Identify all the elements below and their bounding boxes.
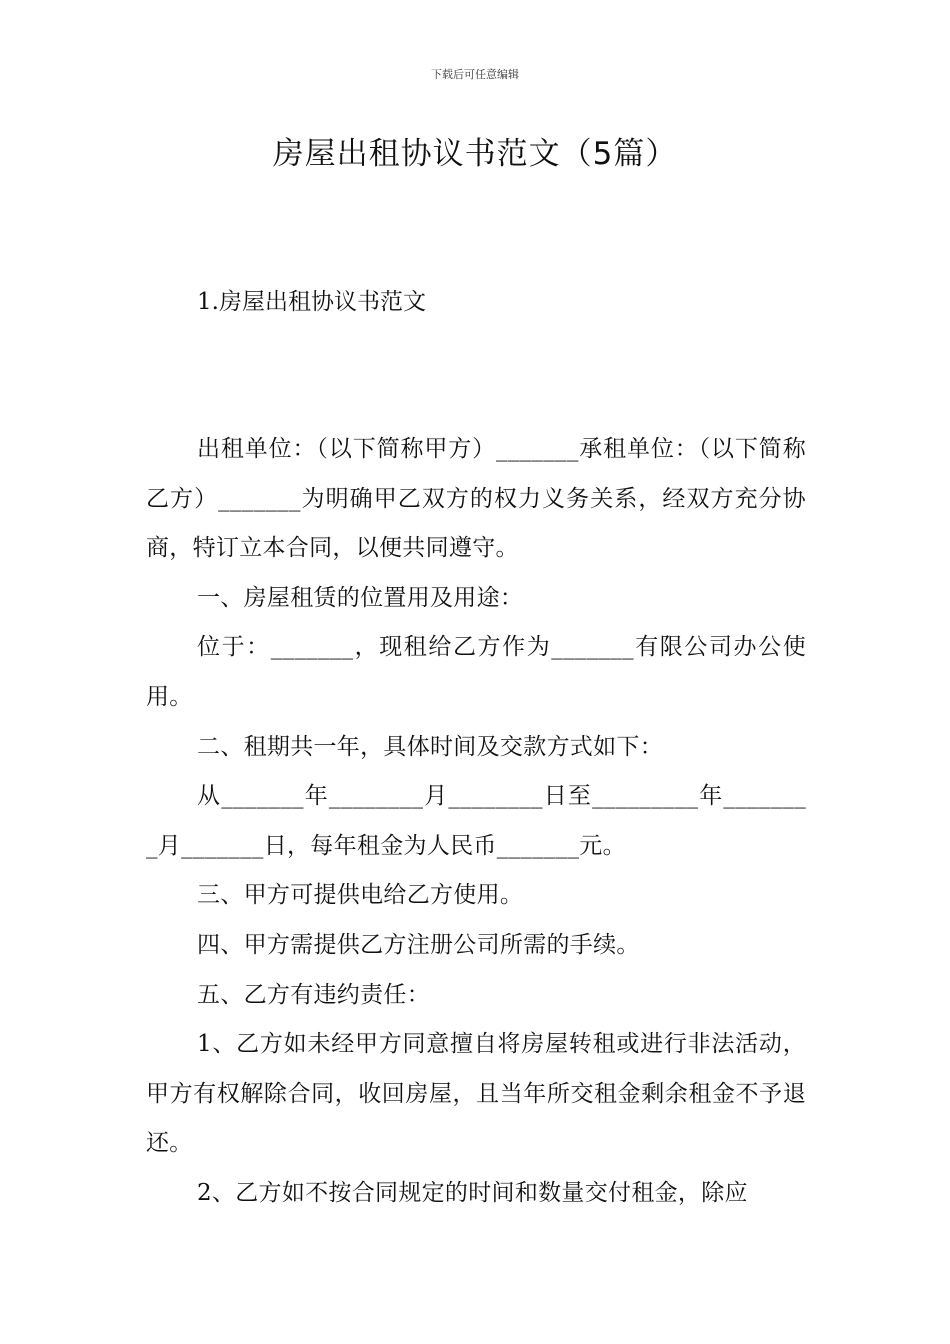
paragraph-clause-2-heading: 二、租期共一年，具体时间及交款方式如下：	[197, 733, 663, 760]
paragraph-location: 位于：_______，现租给乙方作为_______有限公司办公使用。	[146, 634, 806, 710]
paragraph-term-dates: 从_______年________月________日至_________年________月_______日，每年租金为人民币_______元。	[146, 783, 806, 859]
document-body	[146, 425, 806, 1219]
section-heading: 1.房屋出租协议书范文	[197, 289, 426, 315]
document-title: 房屋出租协议书范文（5篇）	[272, 136, 678, 172]
paragraph-clause-4: 四、甲方需提供乙方注册公司所需的手续。	[197, 931, 640, 958]
paragraph-parties: 出租单位：（以下简称甲方）_______承租单位：（以下简称乙方）_______为明确甲乙双方的权力义务关系，经双方充分协商，特订立本合同，以便共同遵守。	[146, 436, 806, 562]
paragraph-breach-1: 1、乙方如未经甲方同意擅自将房屋转租或进行非法活动，甲方有权解除合同，收回房屋，且当年所交租金剩余租金不予退还。	[146, 1031, 806, 1157]
paragraph-clause-5-heading: 五、乙方有违约责任：	[197, 981, 430, 1008]
paragraph-clause-3: 三、甲方可提供电给乙方使用。	[197, 882, 524, 909]
header-note: 下载后可任意编辑	[431, 68, 519, 81]
paragraph-clause-1-heading: 一、房屋租赁的位置用及用途：	[197, 584, 524, 611]
paragraph-breach-2: 2、乙方如不按合同规定的时间和数量交付租金，除应	[197, 1179, 748, 1206]
